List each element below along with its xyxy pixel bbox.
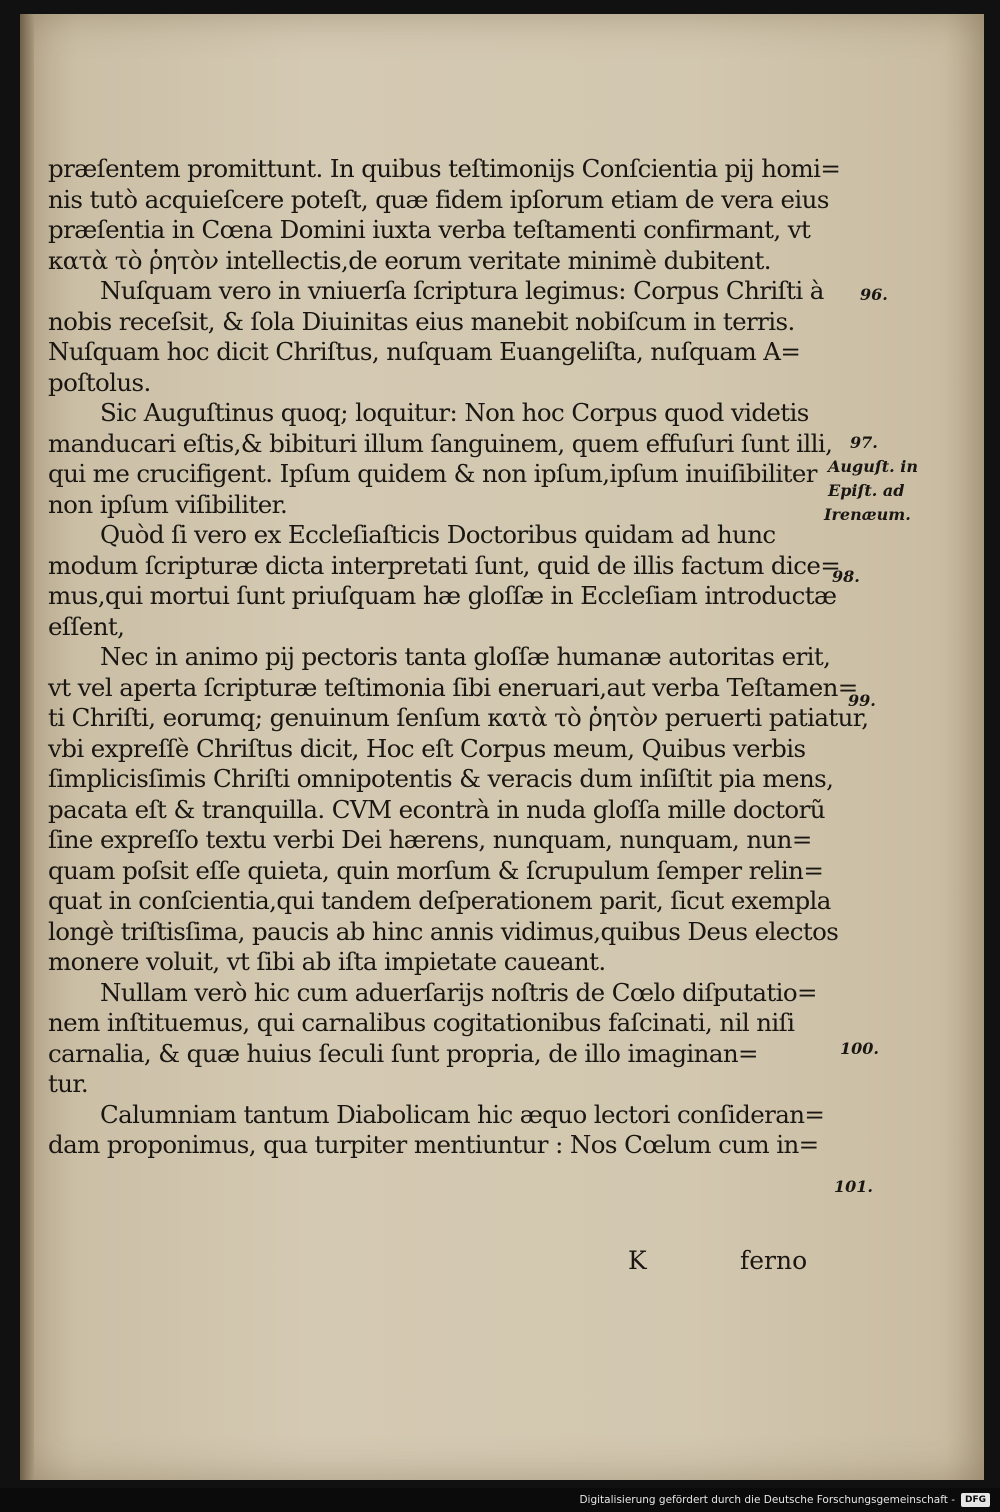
text-line: tur. (48, 1069, 89, 1098)
margin-citation-line: Epiſt. ad (828, 481, 905, 500)
text-line: vt vel aperta ſcripturæ teſtimonia ſibi eneruari,aut verba Teſtamen= (48, 672, 858, 702)
text-line: monere voluit, vt ſibi ab iſta impietate caueant. (48, 947, 606, 976)
text-line: carnalia, & quæ huius ſeculi ſunt propria, de illo imaginan= (48, 1038, 758, 1068)
catchword: ferno (740, 1246, 808, 1275)
text-line: Nec in animo pij pectoris tanta gloſſæ humanæ autoritas erit, (100, 642, 831, 671)
text-line: præſentia in Cœna Domini iuxta verba teſtamenti confirmant, vt (48, 215, 811, 244)
text-line: κατὰ τὸ ῥητὸν intellectis,de eorum veritate minimè dubitent. (48, 245, 771, 275)
scanned-page (20, 14, 984, 1480)
margin-number-99: 99. (848, 691, 876, 710)
text-line: Nuſquam hoc dicit Chriſtus, nuſquam Euangeliſta, nuſquam A= (48, 337, 801, 366)
margin-citation-line: Auguſt. in (828, 457, 918, 476)
text-line: nem inſtituemus, qui carnalibus cogitationibus faſcinati, nil niſi (48, 1008, 795, 1037)
text-line: ſine expreſſo textu verbi Dei hærens, nunquam, nunquam, nun= (48, 825, 812, 854)
text-line: mus,qui mortui ſunt priuſquam hæ gloſſæ in Eccleſiam introductæ (48, 581, 837, 610)
margin-number-101: 101. (834, 1177, 873, 1196)
text-line: longè triſtisſima, paucis ab hinc annis vidimus,quibus Deus electos (48, 916, 839, 946)
footer-credit: Digitalisierung gefördert durch die Deutsche Forschungsgemeinschaft - (579, 1494, 955, 1506)
text-line: ſimplicisſimis Chriſti omnipotentis & veracis dum inſiſtit pia mens, (48, 764, 834, 793)
text-line: Quòd ſi vero ex Eccleſiaſticis Doctoribus quidam ad hunc (100, 520, 776, 549)
text-line: quat in conſcientia,qui tandem deſperationem parit, ſicut exempla (48, 886, 831, 915)
text-line: nobis receſsit, & ſola Diuinitas eius manebit nobiſcum in terris. (48, 306, 795, 336)
margin-citation-line: Irenæum. (824, 505, 911, 524)
text-line: modum ſcripturæ dicta interpretati ſunt, quid de illis factum dice= (48, 550, 841, 580)
text-line: Calumniam tantum Diabolicam hic æquo lectori conſideran= (100, 1099, 825, 1129)
text-line: Sic Auguſtinus quoq; loquitur: Non hoc Corpus quod videtis (100, 398, 809, 427)
margin-number-97: 97. (850, 433, 878, 452)
text-line: eſſent, (48, 611, 125, 641)
text-line: poſtolus. (48, 367, 151, 397)
text-line: Nuſquam vero in vniuerſa ſcriptura legimus: Corpus Chriſti à (100, 276, 824, 305)
digitization-footer (0, 1488, 1000, 1512)
margin-number-98: 98. (832, 567, 860, 586)
text-line: non ipſum viſibiliter. (48, 489, 288, 519)
text-line: dam proponimus, qua turpiter mentiuntur : Nos Cœlum cum in= (48, 1130, 819, 1159)
text-line: Nullam verò hic cum aduerſarijs noſtris de Cœlo diſputatio= (100, 977, 817, 1007)
signature-mark: K (628, 1246, 647, 1275)
text-line: præſentem promittunt. In quibus teſtimonijs Conſcientia pij homi= (48, 154, 841, 183)
text-line: vbi expreſſè Chriſtus dicit, Hoc eſt Corpus meum, Quibus verbis (48, 733, 806, 763)
text-line: pacata eſt & tranquilla. CVM econtrà in nuda gloſſa mille doctorũ (48, 794, 825, 824)
text-line: quam poſsit eſſe quieta, quin morſum & ſcrupulum ſemper relin= (48, 855, 824, 885)
text-line: nis tutò acquieſcere poteſt, quæ fidem ipſorum etiam de vera eius (48, 184, 829, 214)
margin-number-96: 96. (860, 285, 888, 304)
text-line: ti Chriſti, eorumq; genuinum ſenſum κατὰ τὸ ῥητὸν peruerti patiatur, (48, 703, 869, 732)
margin-number-100: 100. (840, 1039, 879, 1058)
text-line: qui me crucifigent. Ipſum quidem & non ipſum,ipſum inuiſibiliter (48, 459, 817, 488)
dfg-logo-icon: DFG (961, 1493, 990, 1507)
text-line: manducari eſtis,& bibituri illum ſanguinem, quem effuſuri ſunt illi, (48, 428, 833, 458)
